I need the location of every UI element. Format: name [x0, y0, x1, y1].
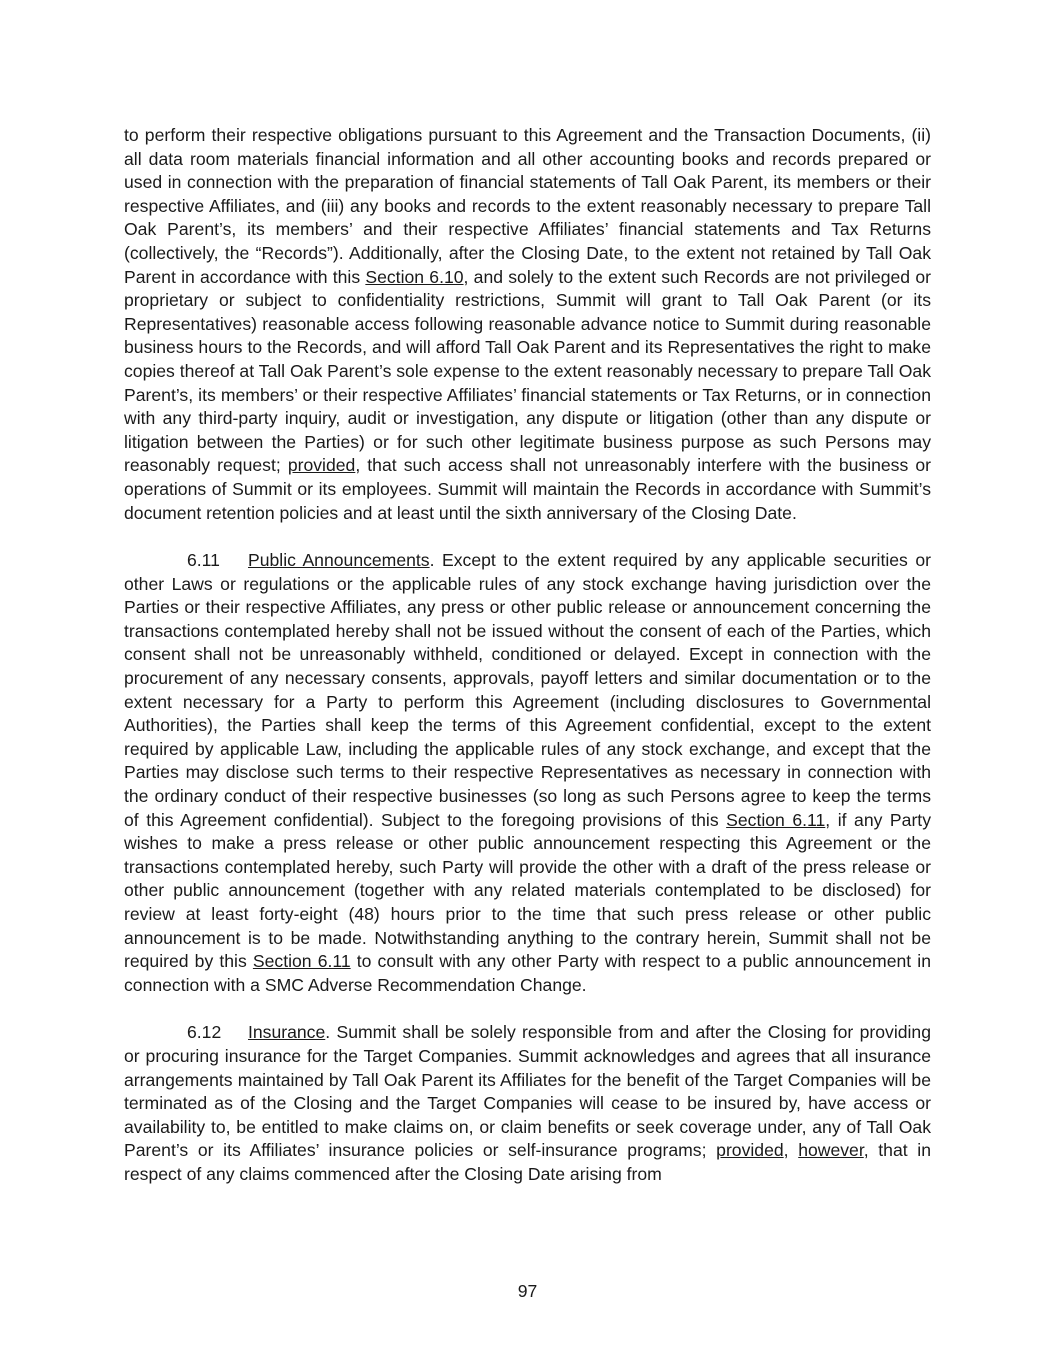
paragraph-text: , that in respect of any claims commenced after the Closing Date arising from — [124, 1140, 931, 1184]
section-6-12-paragraph — [124, 1021, 931, 1186]
continuation-paragraph — [124, 124, 931, 525]
paragraph-text: to perform their respective obligations pursuant to this Agreement and the Transaction Documents, (ii) all data room materials financial information and all other accounting books and records prepared or used in connection with the preparation of financial statements of Tall Oak Parent, its members or their respective Affiliates, and (iii) any books and records to the extent reasonably necessary to prepare Tall Oak Parent’s, its members’ and their respective Affiliates’ financial statements and Tax Returns (collectively, the “Records”). Additionally, after the Closing Date, to the extent not retained by Tall Oak Parent in accordance with this — [124, 125, 931, 287]
paragraph-text: . Summit shall be solely responsible from and after the Closing for providing or procuring insurance for the Target Companies. Summit acknowledges and agrees that all insurance arrangements maintained by Tall Oak Parent its Affiliates for the benefit of the Target Companies will be terminated as of the Closing and the Target Companies will cease to be insured by, have access or availability to, be entitled to make claims on, or claim benefits or seek coverage under, any of Tall Oak Parent’s or its Affiliates’ insurance policies or self-insurance programs; — [124, 1022, 931, 1161]
section-6-10-reference: Section 6.10 — [365, 266, 464, 287]
paragraph-text: . Except to the extent required by any applicable securities or other Laws or regulations or the applicable rules of any stock exchange having jurisdiction over the Parties or their respective Affiliates, any press or other public release or announcement concerning the transactions contemplated hereby shall not be issued without the consent of each of the Parties, which consent shall not be unreasonably withheld, conditioned or delayed. Except in connection with the procurement of any necessary consents, approvals, payoff letters and similar documentation or to the extent necessary for a Party to perform this Agreement (including disclosures to Governmental Authorities), the Parties shall keep the terms of this Agreement confidential, except to the extent required by applicable Law, including the applicable rules of any stock exchange, and except that the Parties may disclose such terms to their respective Representatives as necessary in connection with the ordinary conduct of their respective businesses (so long as such Persons agree to keep the terms of this Agreement confidential). Subject to the foregoing provisions of this — [124, 550, 931, 830]
section-number: 6.11 — [187, 550, 220, 571]
page-number: 97 — [517, 1281, 538, 1301]
however-term: however — [798, 1140, 864, 1161]
section-heading: Public Announcements — [248, 550, 430, 571]
paragraph-text: to consult with any other Party with respect to a public announcement in connection with a SMC Adverse Recommendation Change. — [124, 951, 931, 995]
document-page — [124, 124, 931, 1187]
provided-term: provided — [716, 1140, 784, 1161]
paragraph-text: , and solely to the extent such Records are not privileged or proprietary or subject to confidentiality restrictions, Summit will grant to Tall Oak Parent (or its Representatives) reasonable access following reasonable advance notice to Summit during reasonable business hours to the Records, and will afford Tall Oak Parent and its Representatives the right to make copies thereof at Tall Oak Parent’s sole expense to the extent reasonably necessary to prepare Tall Oak Parent’s, its members’ or their respective Affiliates’ financial statements or Tax Returns, or in connection with any third-party inquiry, audit or investigation, any dispute or litigation (other than any dispute or litigation between the Parties) or for such other legitimate business purpose as such Persons may reasonably request; — [124, 266, 931, 476]
section-number: 6.12 — [187, 1022, 222, 1043]
section-heading: Insurance — [248, 1022, 326, 1043]
paragraph-text: , that such access shall not unreasonably interfere with the business or operations of Summit or its employees. Summit will maintain the Records in accordance with Summit’s document retention policies and at least until the sixth anniversary of the Closing Date. — [124, 455, 932, 523]
paragraph-text: , if any Party wishes to make a press release or other public announcement respecting this Agreement or the transactions contemplated hereby, such Party will provide the other with a draft of the press release or other public announcement (together with any related materials contemplated to be disclosed) for review at least forty-eight (48) hours prior to the time that such press release or other public announcement is to be made. Notwithstanding anything to the contrary herein, Summit shall not be required by this — [124, 809, 931, 972]
provided-term: provided — [287, 455, 356, 476]
section-6-11-paragraph — [124, 549, 931, 997]
section-6-11-reference: Section 6.11 — [252, 951, 351, 972]
paragraph-text: , — [783, 1140, 799, 1161]
section-6-11-reference: Section 6.11 — [726, 809, 826, 830]
